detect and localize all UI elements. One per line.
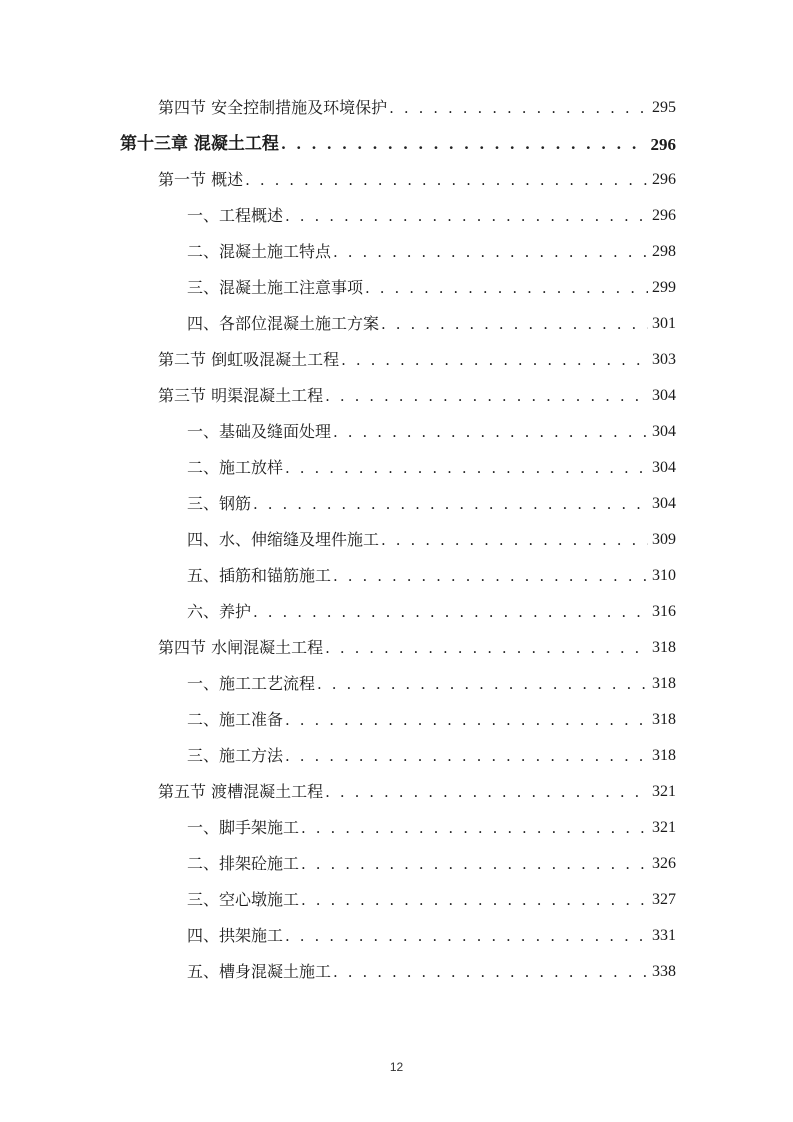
dot-leader	[381, 317, 648, 332]
dot-leader	[333, 569, 648, 584]
toc-entry-page: 309	[652, 531, 676, 548]
dot-leader	[325, 785, 648, 800]
toc-entry[interactable]	[187, 558, 676, 594]
dot-leader	[381, 533, 648, 548]
dot-leader	[333, 245, 648, 260]
dot-leader	[285, 209, 648, 224]
toc-entry[interactable]	[158, 342, 676, 378]
toc-entry[interactable]	[187, 954, 676, 990]
dot-leader	[333, 965, 648, 980]
toc-entry-page: 304	[652, 423, 676, 440]
toc-entry-label: 五、槽身混凝土施工	[187, 962, 332, 981]
toc-entry-label: 六、养护	[187, 602, 252, 621]
dot-leader	[285, 461, 648, 476]
toc-entry-page: 321	[652, 783, 676, 800]
toc-entry-label: 第二节 倒虹吸混凝土工程	[158, 350, 340, 369]
toc-entry-label: 第五节 渡槽混凝土工程	[158, 782, 324, 801]
toc-entry-label: 三、施工方法	[187, 746, 284, 765]
toc-entry-label: 四、水、伸缩缝及埋件施工	[187, 530, 380, 549]
dot-leader	[281, 137, 647, 152]
toc-entry[interactable]	[187, 198, 676, 234]
toc-entry[interactable]	[187, 450, 676, 486]
dot-leader	[285, 749, 648, 764]
toc-entry-page: 301	[652, 315, 676, 332]
toc-entry[interactable]	[187, 522, 676, 558]
toc-entry-label: 四、拱架施工	[187, 926, 284, 945]
toc-entry-label: 一、脚手架施工	[187, 818, 300, 837]
toc-entry[interactable]	[158, 90, 676, 126]
dot-leader	[301, 821, 648, 836]
toc-entry-label: 一、工程概述	[187, 206, 284, 225]
toc-entry-page: 318	[652, 747, 676, 764]
toc-entry[interactable]	[187, 738, 676, 774]
dot-leader	[365, 281, 648, 296]
toc-entry[interactable]	[158, 378, 676, 414]
toc-entry-chapter[interactable]	[120, 126, 676, 162]
dot-leader	[253, 605, 648, 620]
toc-entry-label: 三、钢筋	[187, 494, 252, 513]
toc-entry-label: 四、各部位混凝土施工方案	[187, 314, 380, 333]
toc-entry-label: 一、基础及缝面处理	[187, 422, 332, 441]
toc-entry-page: 327	[652, 891, 676, 908]
dot-leader	[317, 677, 648, 692]
dot-leader	[245, 173, 648, 188]
dot-leader	[285, 929, 648, 944]
toc-entry-page: 318	[652, 675, 676, 692]
toc-entry-page: 296	[650, 134, 676, 154]
dot-leader	[301, 893, 648, 908]
dot-leader	[389, 101, 648, 116]
toc-entry[interactable]	[158, 630, 676, 666]
toc-entry-page: 338	[652, 963, 676, 980]
toc-entry-page: 310	[652, 567, 676, 584]
toc-entry[interactable]	[158, 162, 676, 198]
dot-leader	[325, 641, 648, 656]
toc-entry[interactable]	[187, 666, 676, 702]
toc-entry[interactable]	[187, 270, 676, 306]
toc-entry-label: 五、插筋和锚筋施工	[187, 566, 332, 585]
dot-leader	[253, 497, 648, 512]
toc-entry-page: 304	[652, 459, 676, 476]
dot-leader	[325, 389, 648, 404]
toc-entry-label: 第一节 概述	[158, 170, 244, 189]
toc-entry-label: 第四节 安全控制措施及环境保护	[158, 98, 388, 117]
dot-leader	[333, 425, 648, 440]
toc-entry-page: 326	[652, 855, 676, 872]
toc-entry-page: 321	[652, 819, 676, 836]
toc-entry-page: 296	[652, 171, 676, 188]
toc-entry[interactable]	[187, 918, 676, 954]
toc-entry-page: 295	[652, 99, 676, 116]
toc-entry-label: 第四节 水闸混凝土工程	[158, 638, 324, 657]
toc-entry-page: 296	[652, 207, 676, 224]
toc-entry-page: 304	[652, 495, 676, 512]
toc-entry[interactable]	[187, 594, 676, 630]
toc-entry[interactable]	[187, 702, 676, 738]
toc-entry-label: 二、施工放样	[187, 458, 284, 477]
toc-entry-label: 二、混凝土施工特点	[187, 242, 332, 261]
toc-entry[interactable]	[187, 414, 676, 450]
toc-entry-page: 304	[652, 387, 676, 404]
toc-entry-label: 三、混凝土施工注意事项	[187, 278, 364, 297]
toc-entry[interactable]	[158, 774, 676, 810]
toc-entry[interactable]	[187, 810, 676, 846]
toc-entry-page: 318	[652, 711, 676, 728]
toc-entry[interactable]	[187, 846, 676, 882]
toc-entry-label: 三、空心墩施工	[187, 890, 300, 909]
toc-entry-label: 第十三章 混凝土工程	[120, 133, 279, 154]
toc-entry-page: 316	[652, 603, 676, 620]
toc-entry-page: 331	[652, 927, 676, 944]
toc-entry[interactable]	[187, 486, 676, 522]
toc-entry-page: 318	[652, 639, 676, 656]
toc-entry-label: 第三节 明渠混凝土工程	[158, 386, 324, 405]
toc-entry-label: 二、施工准备	[187, 710, 284, 729]
dot-leader	[285, 713, 648, 728]
toc-entry-page: 298	[652, 243, 676, 260]
toc-entry-label: 一、施工工艺流程	[187, 674, 316, 693]
toc-entry[interactable]	[187, 306, 676, 342]
toc-entry-label: 二、排架砼施工	[187, 854, 300, 873]
dot-leader	[301, 857, 648, 872]
toc-entry-page: 299	[652, 279, 676, 296]
toc-entry[interactable]	[187, 882, 676, 918]
dot-leader	[341, 353, 648, 368]
toc-entry-page: 303	[652, 351, 676, 368]
page-number: 12	[389, 1060, 404, 1074]
toc-entry[interactable]	[187, 234, 676, 270]
